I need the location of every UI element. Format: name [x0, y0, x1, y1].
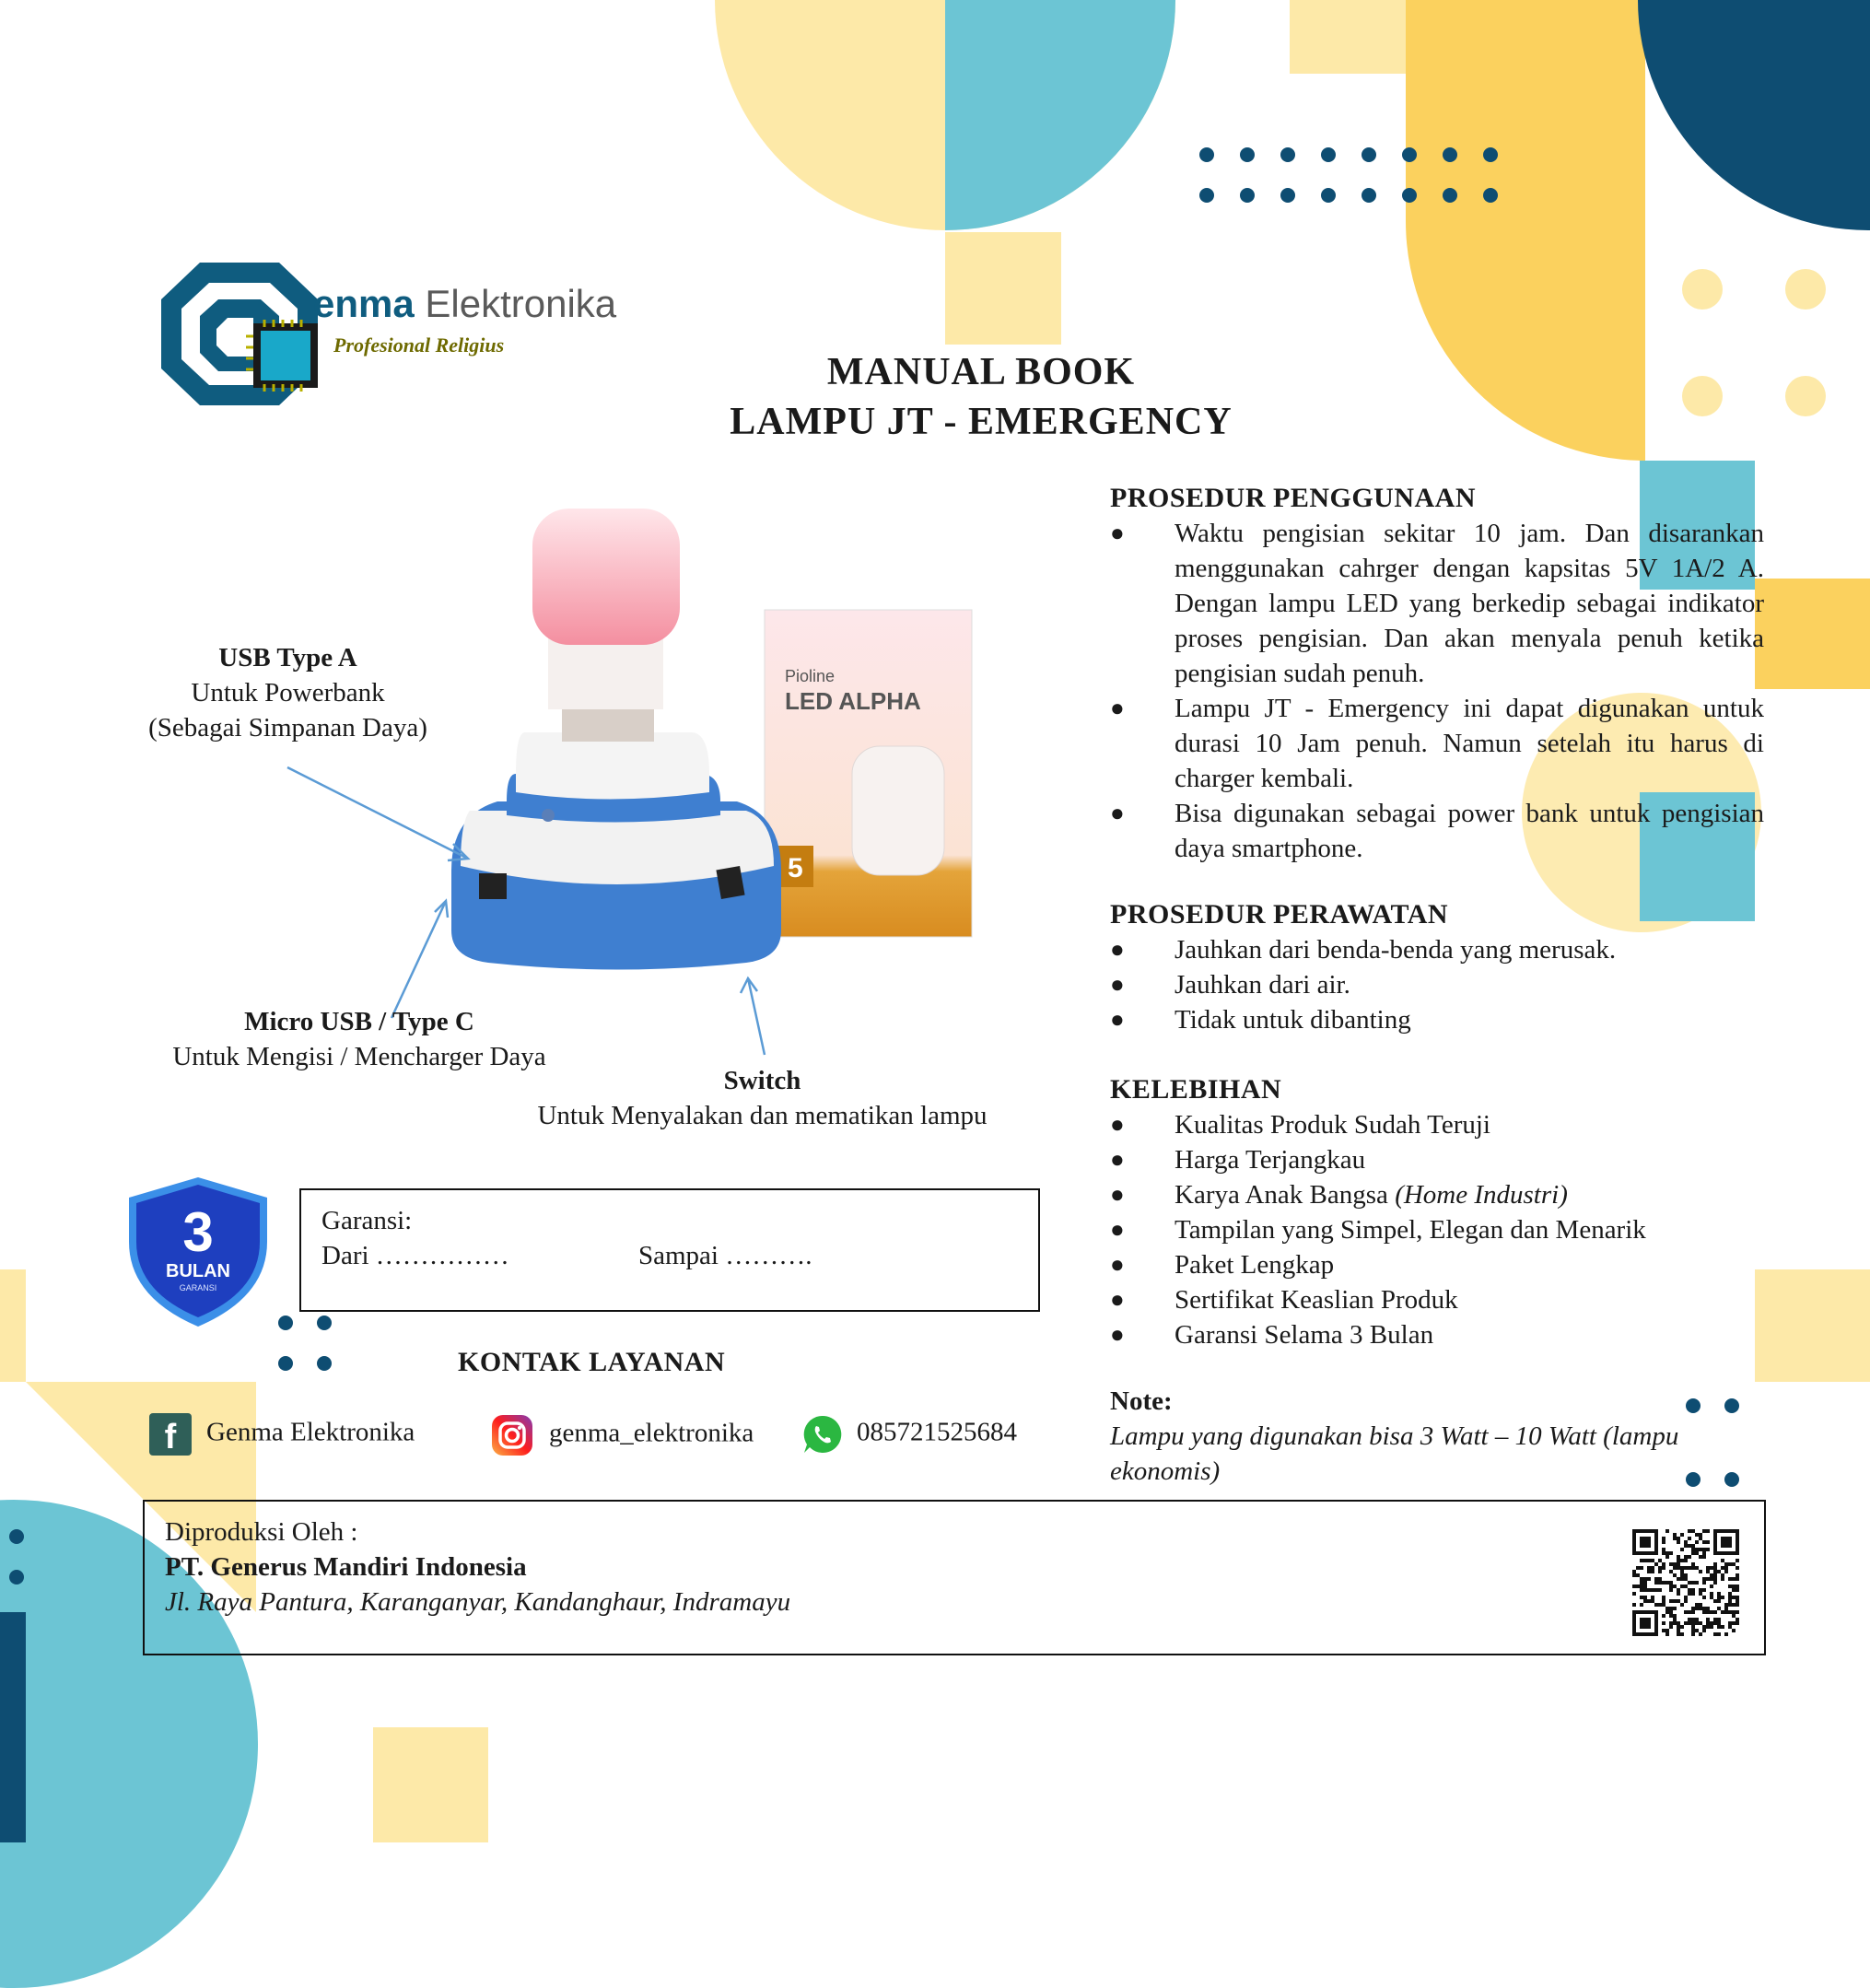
care-item: ● Jauhkan dari benda-benda yang merusak. — [1110, 932, 1764, 967]
care-heading: PROSEDUR PERAWATAN — [1110, 899, 1449, 930]
deco-dot — [1199, 188, 1214, 203]
callout-usb-a-title: USB Type A — [218, 643, 357, 672]
callout-usb-a — [129, 640, 447, 745]
callout-micro-usb-line1: Untuk Mengisi / Mencharger Daya — [172, 1042, 546, 1071]
warranty-sub: GARANSI — [179, 1283, 217, 1292]
deco-pale-yellow-block-lower-right — [1755, 1269, 1870, 1382]
care-item: ● Jauhkan dari air. — [1110, 967, 1764, 1002]
advantage-item-3-text: Karya Anak Bangsa — [1175, 1180, 1388, 1210]
deco-dot — [1483, 147, 1498, 162]
advantages-heading: KELEBIHAN — [1110, 1074, 1282, 1105]
advantage-item: ● Sertifikat Keaslian Produk — [1110, 1282, 1764, 1317]
deco-dot — [1280, 147, 1295, 162]
deco-navy-circle — [1638, 0, 1870, 230]
deco-dot — [1240, 188, 1255, 203]
deco-navy-strip-bottom-left — [0, 1612, 26, 1842]
deco-dot — [1682, 269, 1723, 310]
deco-dot — [1785, 269, 1826, 310]
whatsapp-icon — [801, 1413, 844, 1456]
deco-dot — [1280, 188, 1295, 203]
whatsapp-number: 085721525684 — [857, 1417, 1017, 1447]
advantage-item-3 — [1110, 1177, 1764, 1212]
advantages-section — [1110, 1072, 1764, 1352]
deco-dot — [317, 1356, 332, 1371]
deco-dot — [1321, 188, 1336, 203]
deco-pale-yellow-strip-left — [0, 1269, 26, 1382]
advantage-item-3-note: (Home Industri) — [1395, 1180, 1568, 1210]
advantage-item: ● Garansi Selama 3 Bulan — [1110, 1317, 1764, 1352]
warranty-from[interactable]: Dari …………… — [321, 1241, 509, 1270]
deco-dot — [1362, 147, 1376, 162]
producer-box — [143, 1500, 1766, 1655]
usage-section — [1110, 481, 1764, 866]
usage-item: ● Waktu pengisian sekitar 10 jam. Dan disarankan menggunakan cahrger dengan kapsitas 5V 1A/2 A. Dengan lampu LED yang berkedip sebagai indikator proses pengisian. Dan akan menyala penuh ketika pengisian sudah penuh. — [1110, 516, 1764, 691]
deco-yellow-block-right — [1755, 579, 1870, 689]
note-section — [1110, 1384, 1764, 1489]
box-watt: 5 — [788, 853, 803, 883]
title-line-1: MANUAL BOOK — [826, 351, 1136, 393]
warranty-shield-icon — [129, 1177, 267, 1327]
callout-switch-title: Switch — [723, 1066, 801, 1095]
usage-item: ● Bisa digunakan sebagai power bank untuk pengisian daya smartphone. — [1110, 796, 1764, 866]
deco-teal-quarter — [945, 0, 1175, 230]
deco-dot — [9, 1529, 24, 1544]
care-section — [1110, 897, 1764, 1037]
logo-name-rest: Elektronika — [425, 282, 617, 325]
contact-heading: KONTAK LAYANAN — [458, 1347, 726, 1377]
warranty-unit: BULAN — [166, 1261, 230, 1281]
warranty-label: Garansi: — [321, 1206, 413, 1235]
deco-pale-yellow-square-top — [945, 232, 1061, 345]
note-text: Lampu yang digunakan bisa 3 Watt – 10 Watt (lampu ekonomis) — [1110, 1421, 1679, 1486]
callout-switch-line1: Untuk Menyalakan dan mematikan lampu — [537, 1101, 988, 1130]
deco-dot — [1483, 188, 1498, 203]
deco-dot — [1443, 147, 1457, 162]
deco-dot — [1321, 147, 1336, 162]
facebook-handle: Genma Elektronika — [206, 1417, 415, 1447]
contact-whatsapp[interactable] — [801, 1413, 1017, 1456]
deco-dot — [278, 1356, 293, 1371]
deco-dot — [1402, 188, 1417, 203]
usage-heading: PROSEDUR PENGGUNAAN — [1110, 483, 1477, 513]
logo-tagline: Profesional Religius — [333, 333, 505, 357]
callout-usb-a-line2: (Sebagai Simpanan Daya) — [148, 713, 427, 743]
box-brand: Pioline — [785, 667, 836, 685]
warranty-number: 3 — [182, 1201, 214, 1263]
deco-dot — [278, 1316, 293, 1330]
advantage-item: ● Paket Lengkap — [1110, 1247, 1764, 1282]
producer-company: PT. Generus Mandiri Indonesia — [165, 1552, 527, 1582]
product-photo — [433, 497, 986, 1004]
deco-dot — [1402, 147, 1417, 162]
deco-pale-yellow-rect-top-right — [1290, 0, 1409, 74]
callout-usb-a-line1: Untuk Powerbank — [191, 678, 385, 707]
qr-code-icon[interactable] — [1632, 1529, 1739, 1636]
warranty-box — [299, 1188, 1040, 1312]
contact-instagram[interactable] — [490, 1413, 754, 1457]
usage-item: ● Lampu JT - Emergency ini dapat digunakan untuk durasi 10 Jam penuh. Namun setelah itu harus di charger kembali. — [1110, 691, 1764, 796]
title-line-2: LAMPU JT - EMERGENCY — [730, 401, 1233, 443]
deco-dot — [1443, 188, 1457, 203]
contact-facebook[interactable] — [149, 1413, 415, 1456]
note-label: Note: — [1110, 1386, 1173, 1416]
callout-switch — [497, 1063, 1027, 1133]
care-item: ● Tidak untuk dibanting — [1110, 1002, 1764, 1037]
producer-label: Diproduksi Oleh : — [165, 1517, 358, 1547]
warranty-until[interactable]: Sampai ………. — [638, 1241, 812, 1270]
box-product: LED ALPHA — [785, 687, 921, 715]
logo-wordmark — [313, 282, 616, 326]
instagram-icon — [490, 1413, 534, 1457]
advantage-item: ● Harga Terjangkau — [1110, 1142, 1764, 1177]
instagram-handle: genma_elektronika — [549, 1418, 754, 1448]
deco-dot — [317, 1316, 332, 1330]
deco-dot — [1199, 147, 1214, 162]
facebook-icon: f — [149, 1413, 192, 1456]
deco-dot — [1362, 188, 1376, 203]
advantage-item: ● Kualitas Produk Sudah Teruji — [1110, 1107, 1764, 1142]
logo-name-first: enma — [313, 282, 415, 325]
advantage-item: ● Tampilan yang Simpel, Elegan dan Menarik — [1110, 1212, 1764, 1247]
callout-micro-usb-title: Micro USB / Type C — [244, 1007, 474, 1036]
deco-pale-yellow-square-bottom — [373, 1727, 488, 1842]
producer-address: Jl. Raya Pantura, Karanganyar, Kandanghaur, Indramayu — [165, 1587, 791, 1617]
deco-dot — [1240, 147, 1255, 162]
deco-dot — [9, 1570, 24, 1585]
